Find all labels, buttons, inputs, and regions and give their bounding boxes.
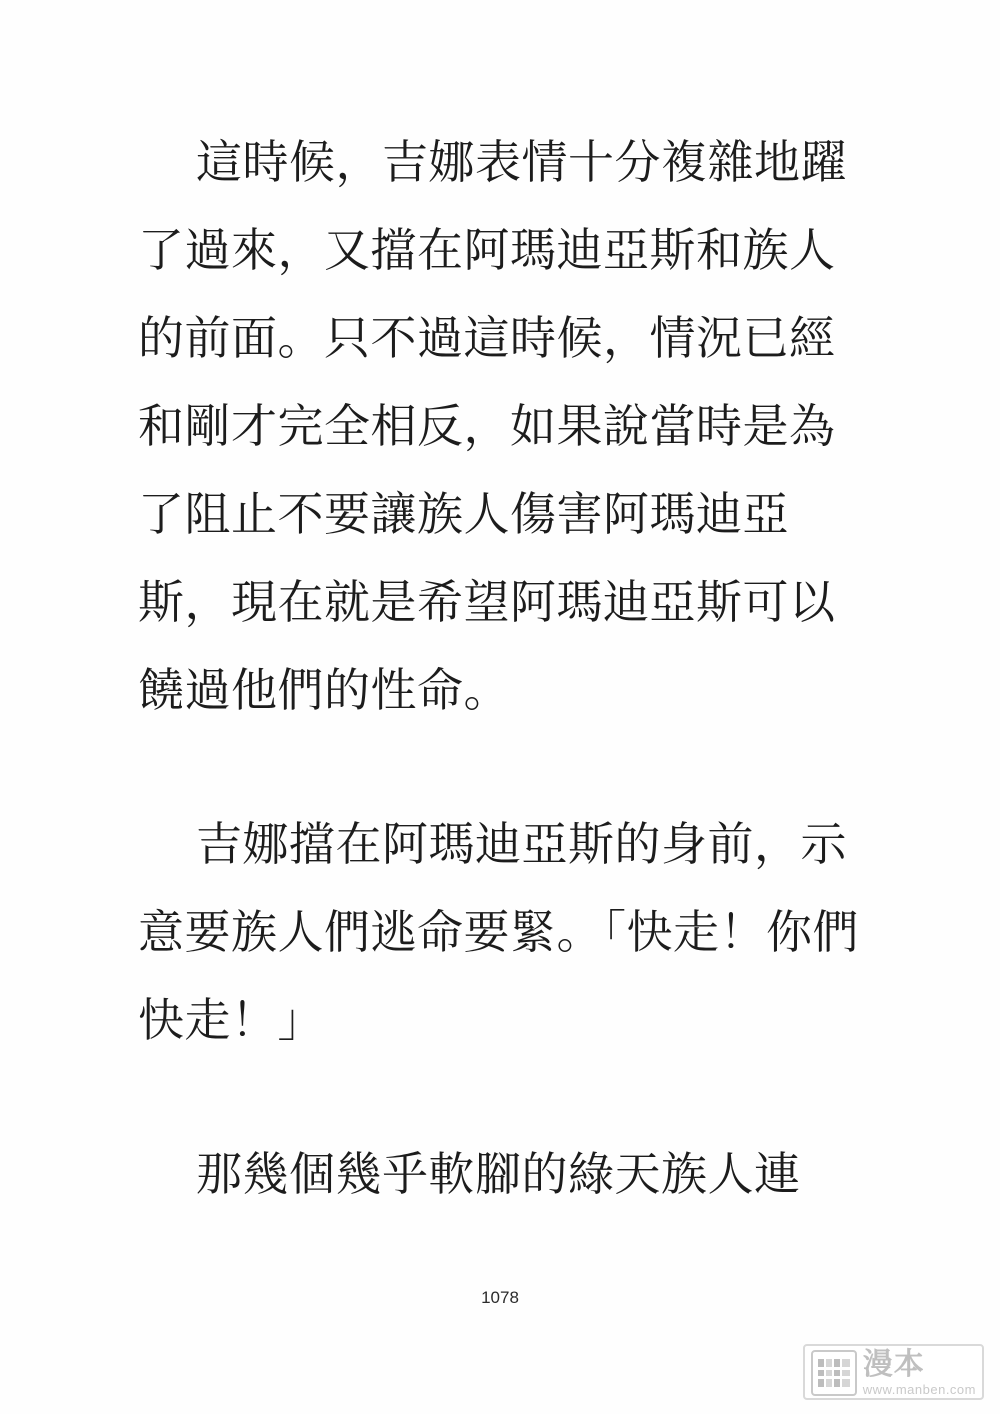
document-text-body	[138, 118, 868, 1218]
paragraph: 吉娜擋在阿瑪迪亞斯的身前，示意要族人們逃命要緊。「快走！你們快走！」	[138, 817, 859, 1047]
paragraph: 這時候，吉娜表情十分複雜地躍了過來，又擋在阿瑪迪亞斯和族人的前面。只不過這時候，情況已經和剛才完全相反，如果說當時是為了阻止不要讓族人傷害阿瑪迪亞斯，現在就是希望阿瑪迪亞斯可以饒過他們的性命。	[138, 135, 847, 717]
watermark-text	[862, 1347, 976, 1397]
page-number: 1078	[481, 1288, 519, 1307]
manben-logo-icon	[811, 1350, 857, 1396]
watermark-title: 漫本	[862, 1347, 925, 1382]
paragraph: 那幾個幾乎軟腳的綠天族人連	[196, 1147, 801, 1201]
watermark-url: www.manben.com	[862, 1382, 976, 1397]
watermark	[803, 1344, 984, 1400]
